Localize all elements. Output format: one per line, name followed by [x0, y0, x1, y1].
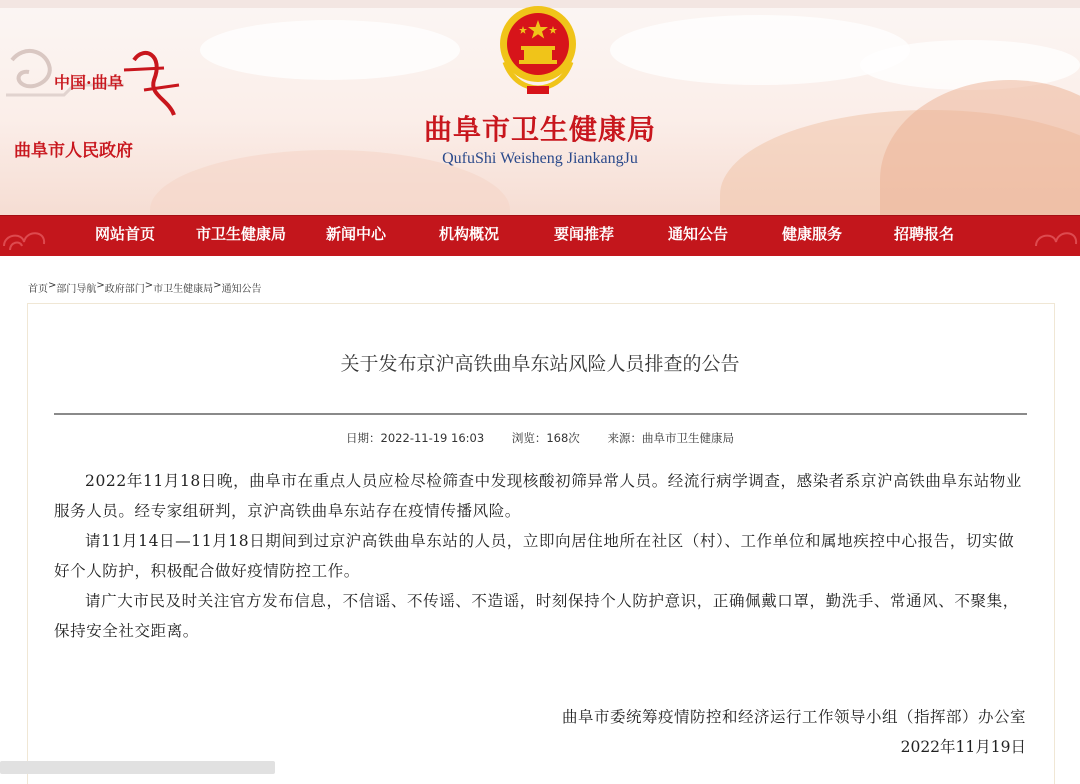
brand-name[interactable]: 曲阜市人民政府 — [14, 141, 133, 161]
horizontal-scrollbar[interactable] — [0, 761, 275, 774]
site-title: 曲阜市卫生健康局 — [423, 113, 656, 146]
article-date: 日期：2022-11-19 16:03 — [346, 431, 485, 445]
main-nav — [0, 215, 1080, 256]
breadcrumb-health-bureau[interactable]: 市卫生健康局 — [153, 284, 214, 295]
article-views: 浏览：168次 — [511, 431, 580, 445]
site-header — [0, 0, 1080, 215]
signature-organization: 曲阜市委统筹疫情防控和经济运行工作领导小组（指挥部）办公室 — [561, 708, 1026, 726]
article-paragraph: 请11月14日—11月18日期间到过京沪高铁曲阜东站的人员，立即向居住地所在社区（村）、工作单位和属地疾控中心报告，切实做好个人防护，积极配合做好疫情防控工作。 — [54, 532, 1015, 580]
article-title: 关于发布京沪高铁曲阜东站风险人员排查的公告 — [340, 353, 740, 375]
site-subtitle: QufuShi Weisheng JiankangJu — [442, 150, 638, 167]
brand-logo-text: 中国·曲阜 — [54, 73, 124, 92]
breadcrumb-separator: > — [144, 280, 154, 291]
article-paragraph: 请广大市民及时关注官方发布信息，不信谣、不传谣、不造谣，时刻保持个人防护意识，正确佩戴口罩，勤洗手、常通风、不聚集，保持安全社交距离。 — [54, 592, 1019, 640]
nav-item-home[interactable]: 网站首页 — [94, 225, 155, 243]
nav-item-health-services[interactable]: 健康服务 — [781, 225, 842, 243]
cloud-pattern-icon — [0, 216, 80, 256]
article-paragraph: 2022年11月18日晚，曲阜市在重点人员应检尽检筛查中发现核酸初筛异常人员。经流行病学调查，感染者系京沪高铁曲阜东站物业服务人员。经专家组研判，京沪高铁曲阜东站存在疫情传播风险。 — [54, 472, 1022, 520]
article-source: 来源：曲阜市卫生健康局 — [607, 431, 734, 445]
breadcrumb-notices[interactable]: 通知公告 — [221, 284, 262, 295]
nav-item-notices[interactable]: 通知公告 — [667, 225, 728, 243]
breadcrumb-separator: > — [48, 280, 57, 291]
breadcrumb-home[interactable]: 首页 — [28, 284, 48, 295]
nav-item-recruitment[interactable]: 招聘报名 — [893, 225, 954, 243]
nav-item-news[interactable]: 新闻中心 — [325, 225, 386, 243]
national-emblem-icon — [497, 2, 579, 96]
cloud-decoration — [860, 40, 1080, 90]
nav-item-highlights[interactable]: 要闻推荐 — [553, 225, 614, 243]
article-meta — [0, 430, 1080, 446]
breadcrumb-gov-dept[interactable]: 政府部门 — [104, 284, 145, 295]
breadcrumb — [28, 280, 262, 295]
nav-item-organization[interactable]: 机构概况 — [438, 225, 499, 243]
title-divider — [54, 413, 1027, 415]
cloud-pattern-icon — [1000, 216, 1080, 256]
nav-items — [70, 216, 980, 256]
breadcrumb-separator: > — [213, 280, 222, 291]
cloud-decoration — [200, 20, 460, 80]
cloud-decoration — [610, 15, 910, 85]
nav-item-health-bureau[interactable]: 市卫生健康局 — [195, 225, 286, 243]
signature-date: 2022年11月19日 — [900, 738, 1026, 756]
breadcrumb-dept-nav[interactable]: 部门导航 — [56, 284, 97, 295]
breadcrumb-separator: > — [96, 280, 105, 291]
article-body — [54, 466, 1028, 646]
